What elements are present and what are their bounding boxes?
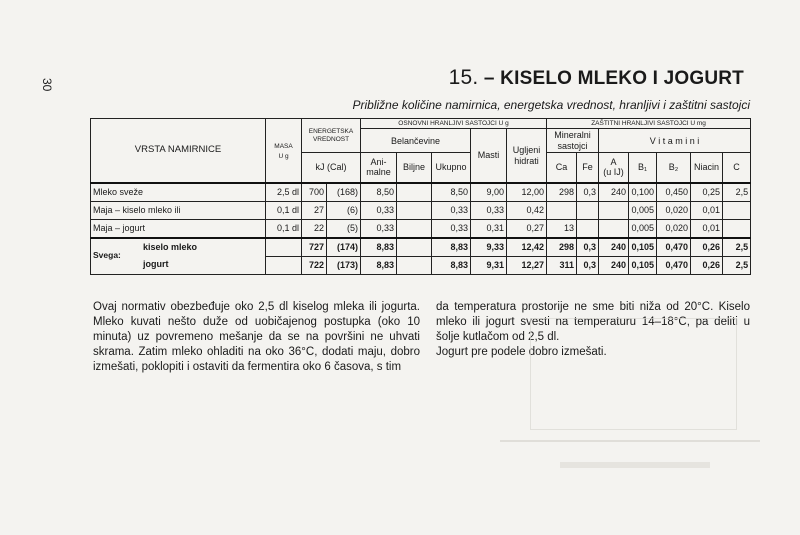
nutrition-table [90,118,751,275]
header-energy-units: kJ (Cal) [302,153,361,183]
header-fats: Masti [471,129,507,183]
header-energy: ENERGETSKA VREDNOST [302,119,361,153]
header-niacin: Niacin [691,153,723,183]
header-vitamins: V i t a m i n i [599,129,751,153]
recipe-title: – KISELO MLEKO I JOGURT [483,68,744,89]
header-ca: Ca [547,153,577,183]
table-row: Maja – jogurt 0,1 dl 22 (5) 0,33 0,33 0,31 0,27 13 0,005 0,020 0,01 [91,219,751,238]
table-subtitle: Približne količine namirnica, energetska vrednost, hranljivi i zaštitni sastojci [352,98,750,112]
sum-label: Svega: [93,250,121,261]
header-total: Ukupno [432,153,471,183]
header-minerals: Mineralni sastojci [547,129,599,153]
instructions-col1: Ovaj normativ obezbeđuje oko 2,5 dl kiselog mleka ili jogurta. Mleko kuvati nešto duže od uobičajenog postupka (oko 10 minuta) uz povremeno mešanje da se na površini ne uhvati skrama. Zatim mleko ohladiti na oko 36°C, dodati maju, dobro izmešati, poklopiti i ostaviti da fermentira oko 6 časova, s tim [93,301,420,373]
page-title [449,66,744,90]
sum-name: jogurt [143,259,169,270]
header-b2: B₂ [657,153,691,183]
header-animal: Ani- malne [361,153,397,183]
bleed-through-line [500,440,760,442]
header-basic-nutrients: OSNOVNI HRANLJIVI SASTOJCI U g [361,119,547,129]
header-proteins: Belančevine [361,129,471,153]
header-mass: MASA U g [266,119,302,183]
header-protective-nutrients: ZAŠTITNI HRANLJIVI SASTOJCI U mg [547,119,751,129]
bleed-through-line [560,462,710,468]
header-vit-a: A (u IJ) [599,153,629,183]
table-row: Maja – kiselo mleko ili 0,1 dl 27 (6) 0,33 0,33 0,33 0,42 0,005 0,020 0,01 [91,201,751,219]
header-item: VRSTA NAMIRNICE [91,119,266,183]
table-sum-row: 722 (173) 8,83 8,83 9,31 12,27 311 0,3 240 0,105 0,470 0,26 2,5 [91,256,751,274]
bleed-through-shadow [530,318,737,430]
recipe-number: 15. [448,66,479,89]
header-c: C [723,153,751,183]
header-carbs: Ugljeni hidrati [507,129,547,183]
table-sum-row: Svega: kiselo mleko jogurt 727 (174) 8,83 8,83 9,33 12,42 298 0,3 240 0,105 0,470 0,26 2,5 [91,238,751,257]
page-number: 30 [40,78,54,92]
header-fe: Fe [577,153,599,183]
instructions-paragraph: Jogurt pre podele dobro izmešati. [436,346,607,358]
sum-name: kiselo mleko [143,242,198,253]
table-row: Mleko sveže 2,5 dl 700 (168) 8,50 8,50 9,00 12,00 298 0,3 240 0,100 0,450 0,25 2,5 [91,183,751,202]
instructions-paragraph: da temperatura prostorije ne sme biti niža od 20°C. Kiselo mleko ili jogurt svesti na temperaturu 14–18°C, pa deliti u šolje kutlačom od 2,5 dl. [436,301,750,343]
header-b1: B₁ [629,153,657,183]
header-plant: Biljne [397,153,432,183]
